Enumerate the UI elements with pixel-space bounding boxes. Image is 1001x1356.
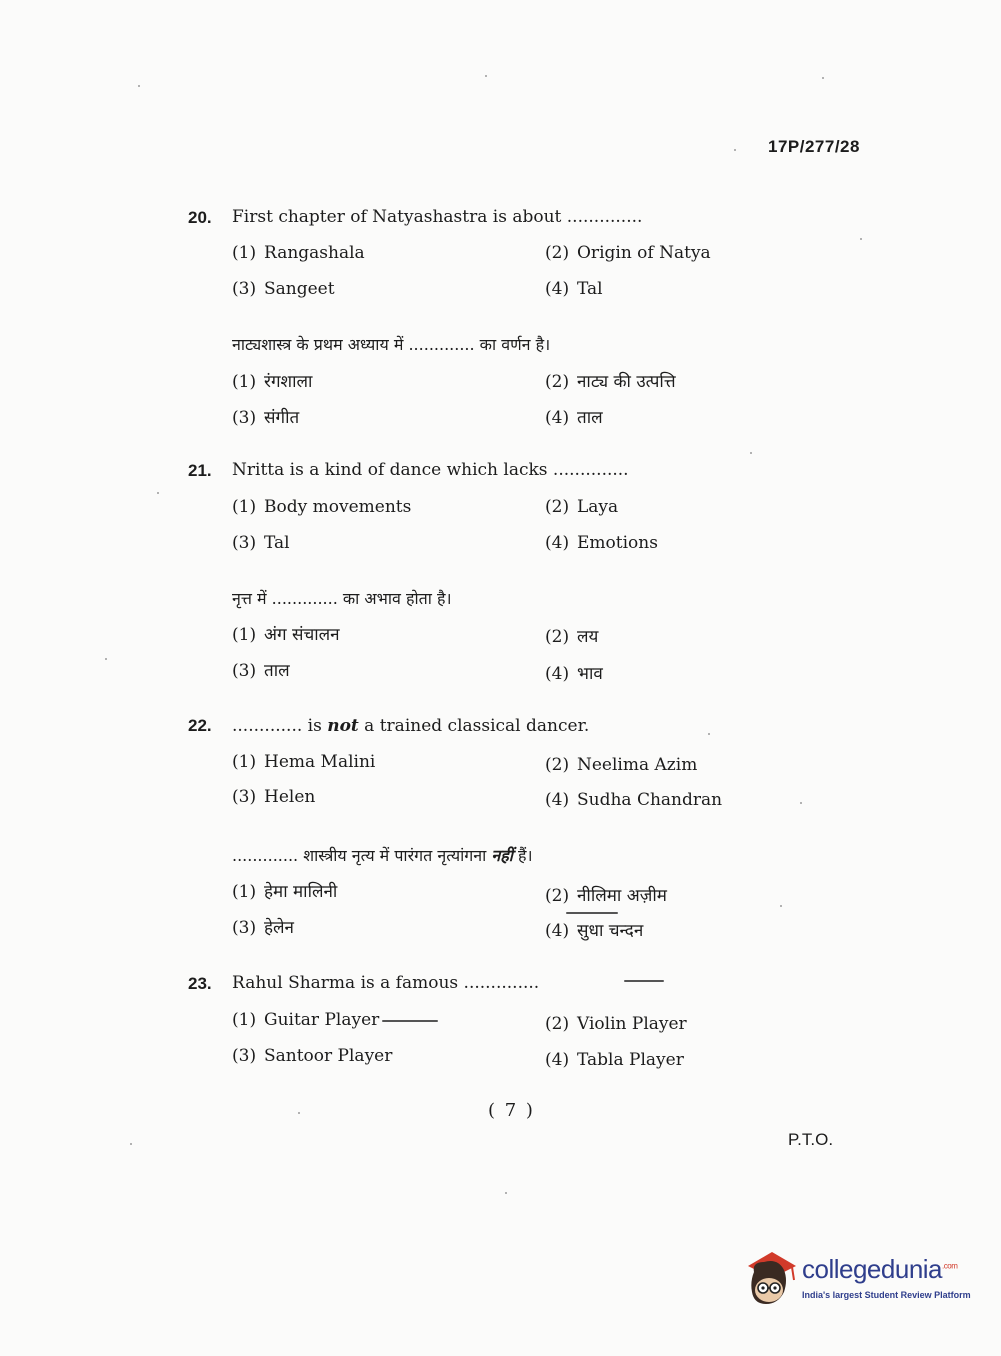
option-3 <box>232 1046 392 1066</box>
option-text: हेमा मालिनी <box>264 882 338 902</box>
option-text: Helen <box>264 787 316 807</box>
scan-speck <box>822 77 824 79</box>
option-text: Rangashala <box>264 243 365 263</box>
scan-speck <box>860 238 862 240</box>
hindi-option-4 <box>545 405 603 428</box>
hindi-option-4 <box>545 918 643 941</box>
option-text: Violin Player <box>577 1014 687 1034</box>
option-1 <box>232 752 375 772</box>
question-number: 20. <box>188 208 212 227</box>
option-text: Hema Malini <box>264 752 376 772</box>
paper-code: 17P/277/28 <box>768 137 860 156</box>
option-text: Body movements <box>264 497 412 517</box>
option-text: ताल <box>264 661 290 681</box>
option-4 <box>545 790 722 810</box>
option-text: नीलिमा अज़ीम <box>577 886 667 906</box>
option-4 <box>545 1050 684 1070</box>
question-text-part: a trained classical dancer. <box>358 716 590 736</box>
option-number: (2) <box>545 1014 570 1034</box>
question-text: Nritta is a kind of dance which lacks .............. <box>232 460 629 480</box>
option-number: (1) <box>232 497 257 517</box>
option-text: अंग संचालन <box>264 625 340 645</box>
option-text: Emotions <box>577 533 658 553</box>
option-number: (2) <box>545 627 570 647</box>
question-text: Rahul Sharma is a famous .............. <box>232 973 540 993</box>
option-3 <box>232 533 290 553</box>
question-text-part: ............. शास्त्रीय नृत्य में पारंगत नृत्यांगना <box>232 846 492 865</box>
collegedunia-watermark <box>742 1250 972 1310</box>
option-text: Tal <box>264 533 290 553</box>
scan-speck <box>800 802 802 804</box>
question-text-part: ............. is <box>232 716 328 736</box>
question-text-part: हैं। <box>512 846 533 865</box>
option-number: (3) <box>232 1046 257 1066</box>
question-text-emphasis: not <box>327 716 359 736</box>
option-number: (2) <box>545 886 570 906</box>
option-number: (1) <box>232 625 257 645</box>
hindi-option-1 <box>232 369 312 392</box>
option-number: (4) <box>545 664 570 684</box>
option-text: रंगशाला <box>264 372 313 392</box>
option-text: नाट्य की उत्पत्ति <box>577 372 676 392</box>
option-number: (1) <box>232 1010 257 1030</box>
option-number: (2) <box>545 755 570 775</box>
option-text: संगीत <box>264 408 300 428</box>
hindi-option-4 <box>545 661 603 684</box>
scan-speck <box>157 492 159 494</box>
option-1 <box>232 1010 379 1030</box>
option-number: (4) <box>545 279 570 299</box>
question-number: 22. <box>188 716 212 735</box>
brand-tagline: India's largest Student Review Platform <box>802 1290 971 1300</box>
brand-suffix: .com <box>942 1261 958 1271</box>
option-text: Guitar Player <box>264 1010 380 1030</box>
option-4 <box>545 533 658 553</box>
option-number: (3) <box>232 408 257 428</box>
option-text: Sangeet <box>264 279 335 299</box>
brand-name <box>802 1254 957 1285</box>
hindi-option-2 <box>545 369 676 392</box>
question-text-hindi: नृत्त में ............. का अभाव होता है। <box>232 589 452 608</box>
hindi-option-1 <box>232 622 340 645</box>
question-number: 21. <box>188 461 212 480</box>
scan-speck <box>485 75 487 77</box>
option-1 <box>232 243 365 263</box>
option-text: भाव <box>577 664 603 684</box>
option-number: (3) <box>232 918 257 938</box>
question-text-emphasis: नहीं <box>491 846 513 865</box>
option-number: (4) <box>545 1050 570 1070</box>
option-number: (2) <box>545 243 570 263</box>
hindi-option-3 <box>232 405 299 428</box>
page-number: ( 7 ) <box>488 1100 535 1121</box>
option-number: (1) <box>232 882 257 902</box>
scan-speck <box>734 149 736 151</box>
scan-speck <box>505 1192 507 1194</box>
brand-text: collegedunia <box>802 1254 943 1284</box>
question-number: 23. <box>188 974 212 993</box>
option-number: (3) <box>232 533 257 553</box>
hindi-option-2 <box>545 624 598 647</box>
scan-speck <box>138 85 140 87</box>
pto-label: P.T.O. <box>788 1130 834 1149</box>
option-3 <box>232 279 335 299</box>
option-3 <box>232 787 315 807</box>
question-text: First chapter of Natyashastra is about .............. <box>232 207 643 227</box>
option-number: (1) <box>232 243 257 263</box>
mascot-logo-icon <box>742 1250 798 1308</box>
option-text: Origin of Natya <box>577 243 711 263</box>
option-number: (4) <box>545 921 570 941</box>
option-number: (3) <box>232 787 257 807</box>
option-1 <box>232 497 411 517</box>
hindi-option-2 <box>545 883 667 906</box>
option-2 <box>545 243 711 263</box>
option-number: (4) <box>545 790 570 810</box>
option-text: लय <box>577 627 599 647</box>
scan-speck <box>780 905 782 907</box>
option-number: (3) <box>232 279 257 299</box>
question-text-hindi: नाट्यशास्त्र के प्रथम अध्याय में ............. का वर्णन है। <box>232 335 551 354</box>
scan-speck <box>105 658 107 660</box>
option-text: Laya <box>577 497 619 517</box>
option-number: (3) <box>232 661 257 681</box>
option-number: (2) <box>545 497 570 517</box>
scan-speck <box>298 1112 300 1114</box>
option-number: (1) <box>232 372 257 392</box>
option-text: सुधा चन्दन <box>577 921 644 941</box>
option-text: हेलेन <box>264 918 294 938</box>
option-text: Santoor Player <box>264 1046 393 1066</box>
option-4 <box>545 279 603 299</box>
hindi-option-1 <box>232 879 337 902</box>
question-text-hindi <box>232 844 533 866</box>
option-2 <box>545 755 697 775</box>
hindi-option-3 <box>232 915 294 938</box>
scan-speck <box>750 452 752 454</box>
question-text <box>232 716 589 736</box>
option-text: Tabla Player <box>577 1050 684 1070</box>
option-number: (2) <box>545 372 570 392</box>
option-number: (4) <box>545 533 570 553</box>
option-text: ताल <box>577 408 603 428</box>
option-text: Tal <box>577 279 603 299</box>
pen-scratch <box>566 912 618 914</box>
pen-scratch <box>624 980 664 982</box>
hindi-option-3 <box>232 658 290 681</box>
scan-speck <box>708 733 710 735</box>
option-2 <box>545 1014 687 1034</box>
option-2 <box>545 497 618 517</box>
option-text: Neelima Azim <box>577 755 698 775</box>
pen-scratch <box>382 1020 438 1022</box>
option-text: Sudha Chandran <box>577 790 723 810</box>
scan-speck <box>130 1143 132 1145</box>
option-number: (1) <box>232 752 257 772</box>
option-number: (4) <box>545 408 570 428</box>
